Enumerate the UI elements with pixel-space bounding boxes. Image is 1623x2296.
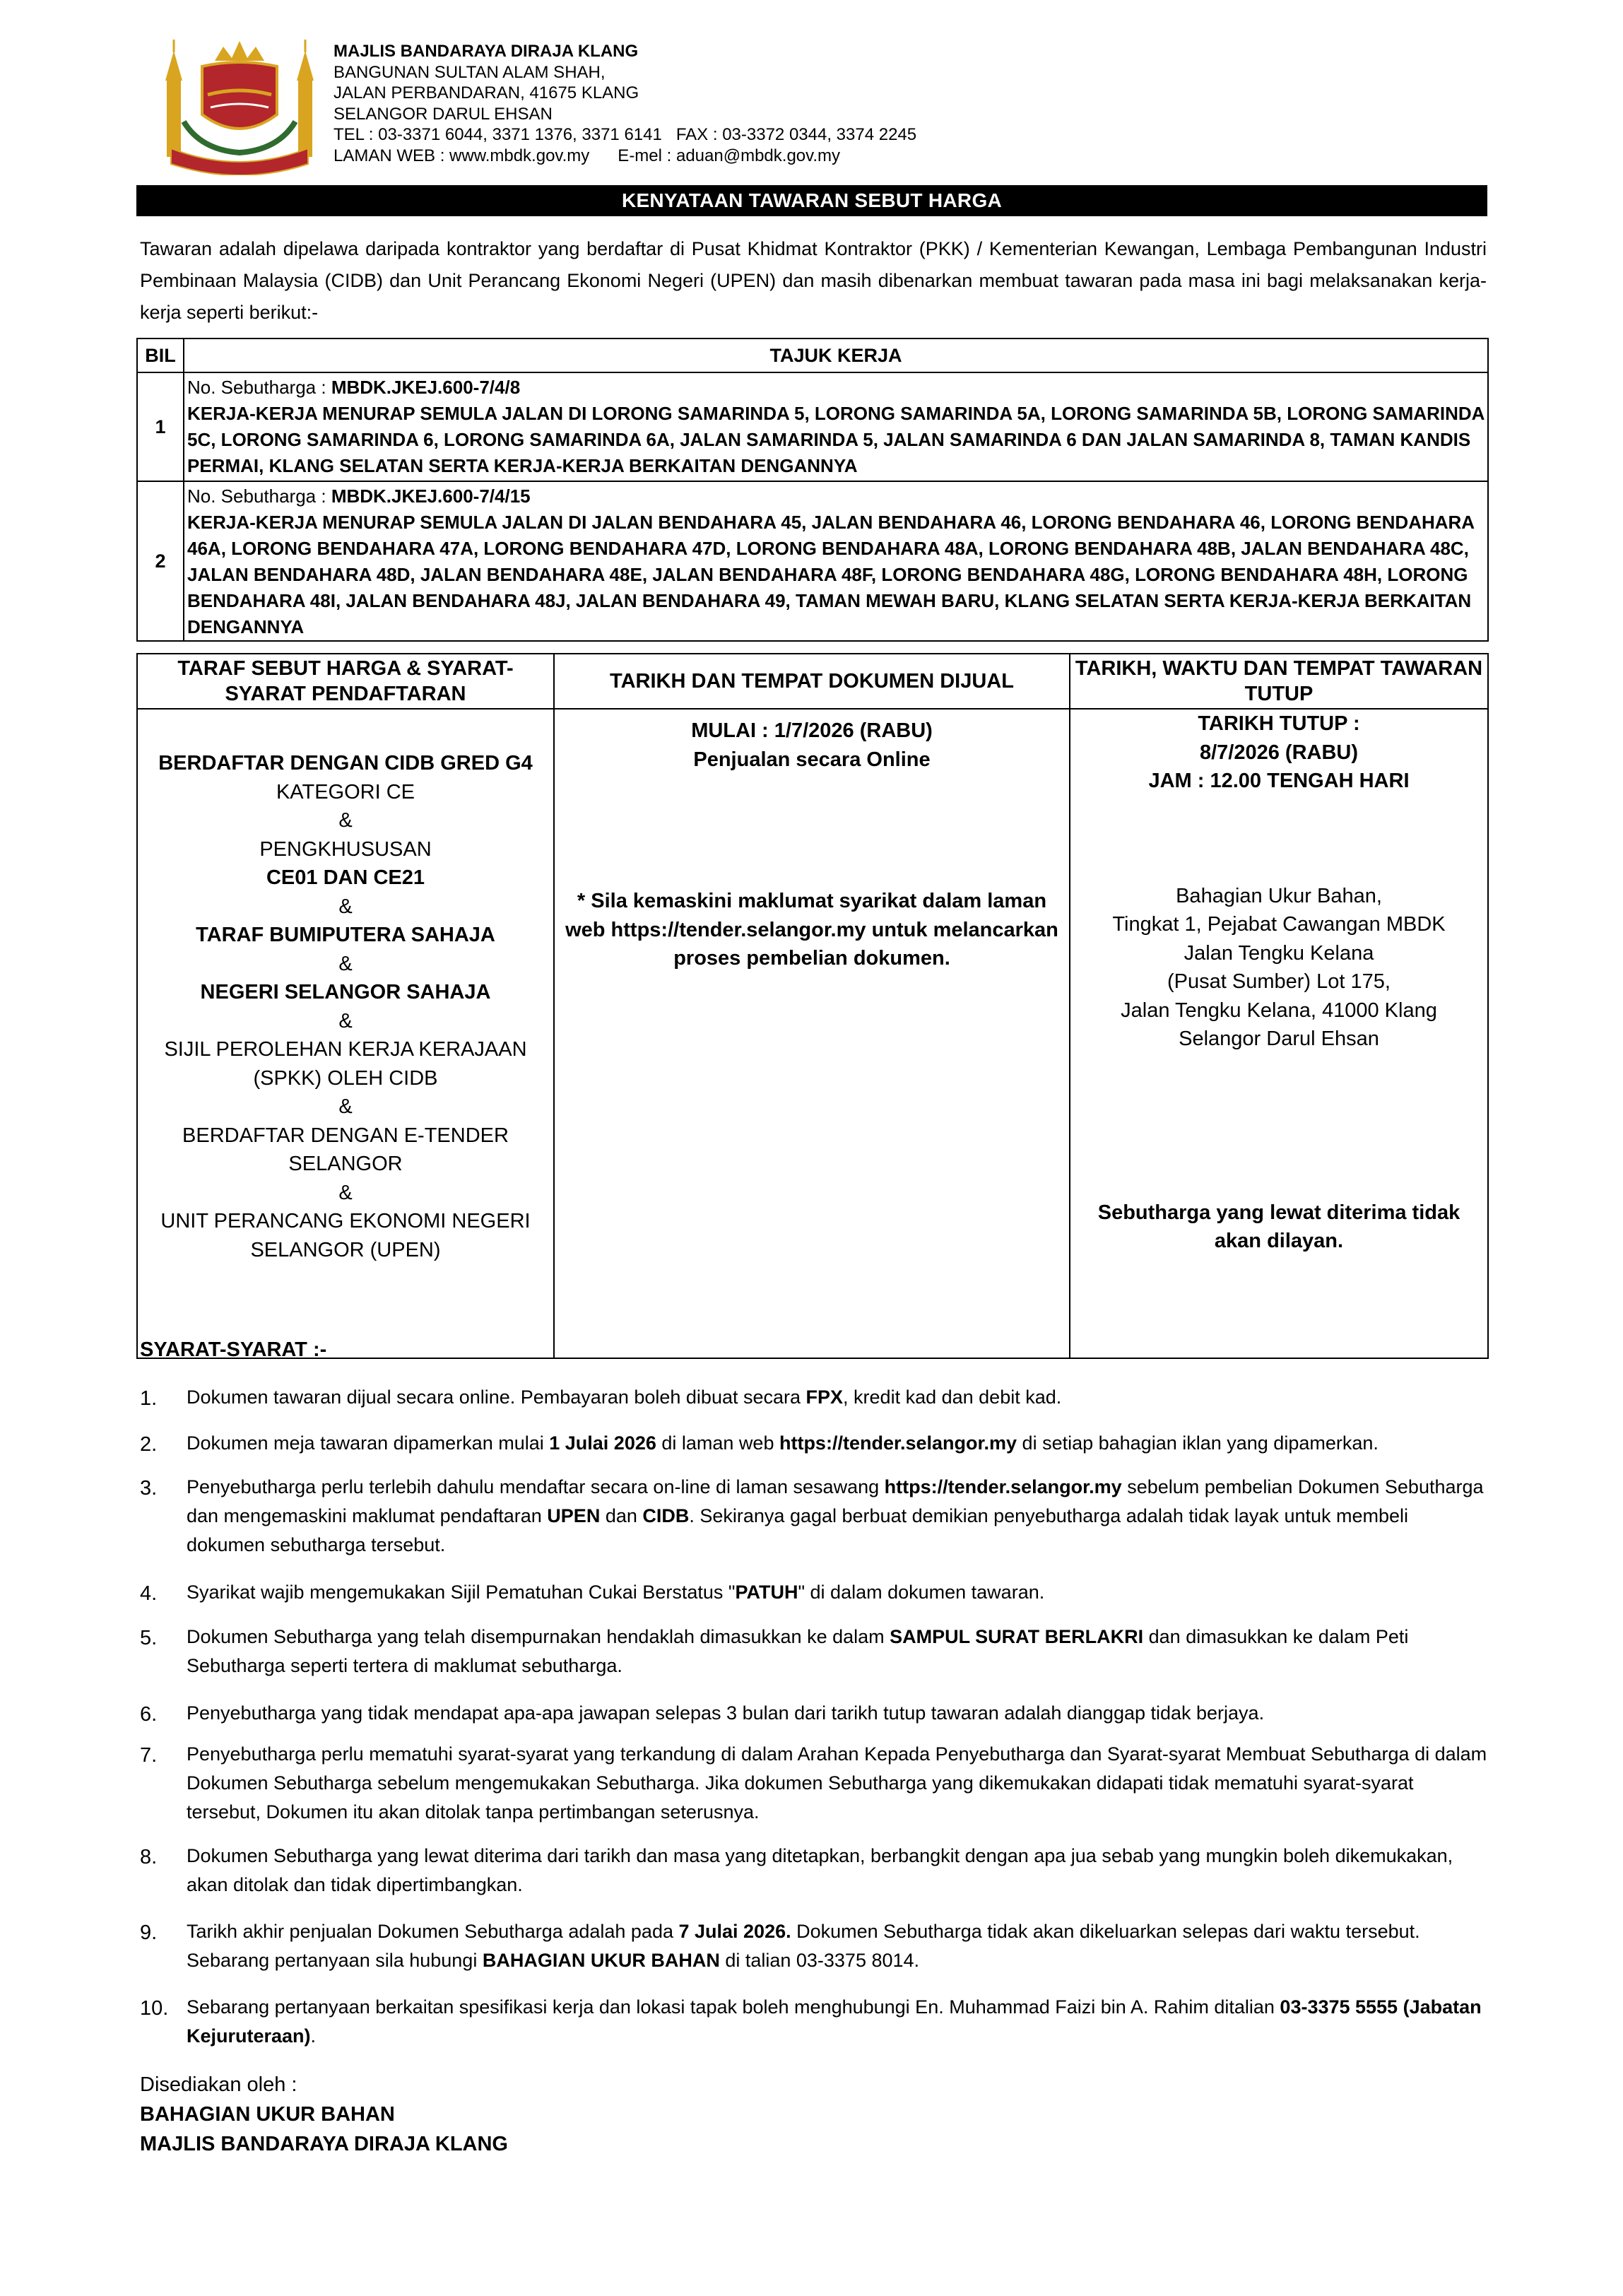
req-upen: UNIT PERANCANG EKONOMI NEGERI: [160, 1210, 531, 1232]
row-number: 2: [137, 481, 184, 641]
web-email: LAMAN WEB : www.mbdk.gov.my E-mel : aduan@mbdk.gov.my: [334, 146, 841, 165]
condition-text: .: [310, 2025, 317, 2047]
condition-bold: 03-3375 5555: [1280, 1996, 1398, 2018]
condition-item: [140, 1842, 1491, 1900]
ampersand: &: [338, 895, 353, 918]
tel-fax: TEL : 03-3371 6044, 3371 1376, 3371 6141 FAX : 03-3372 0344, 3374 2245: [334, 125, 917, 144]
condition-text: Dokumen Sebutharga tidak akan dikeluarkan selepas dari waktu tersebut. Sebarang pertanyaan sila hubungi: [187, 1921, 1420, 1971]
req-specialization: CE01 DAN CE21: [266, 866, 425, 889]
table-row: [137, 481, 1488, 641]
condition-text: " di dalam dokumen tawaran.: [798, 1582, 1045, 1603]
req-spkk-2: (SPKK) OLEH CIDB: [253, 1066, 438, 1090]
address-line: SELANGOR DARUL EHSAN: [334, 104, 553, 124]
submission-address: Jalan Tengku Kelana, 41000 Klang: [1121, 999, 1437, 1022]
sale-note: * Sila kemaskini maklumat syarikat dalam laman web https://tender.selangor.my untuk melancarkan proses pembelian dokumen.: [565, 890, 1058, 970]
condition-link: https://tender.selangor.my: [884, 1476, 1122, 1497]
condition-text: . Sekiranya gagal berbuat demikian penyebutharga adalah tidak layak untuk membeli dokumen sebutharga tersebut.: [187, 1505, 1409, 1555]
late-notice: Sebutharga yang lewat diterima tidak akan dilayan.: [1097, 1201, 1460, 1252]
req-etender-2: SELANGOR: [288, 1153, 403, 1175]
row-number: 1: [137, 372, 184, 481]
table-header-row: [137, 654, 1488, 709]
address-line: JALAN PERBANDARAN, 41675 KLANG: [334, 83, 639, 102]
condition-item: [140, 1383, 1491, 1412]
condition-number: 6.: [140, 1703, 158, 1726]
sale-start-date: MULAI : 1/7/2026 (RABU): [691, 719, 933, 742]
condition-link: https://tender.selangor.my: [779, 1432, 1017, 1454]
ampersand: &: [338, 1095, 353, 1118]
req-upen-2: SELANGOR (UPEN): [250, 1238, 441, 1261]
ref-label: No. Sebutharga :: [187, 485, 331, 507]
submission-address: Selangor Darul Ehsan: [1179, 1028, 1379, 1050]
closing-details: [1070, 709, 1488, 1358]
condition-bold: CIDB: [642, 1505, 690, 1526]
table-header-row: [137, 338, 1488, 372]
col-title-header: TAJUK KERJA: [184, 338, 1488, 372]
registration-header: TARAF SEBUT HARGA & SYARAT-SYARAT PENDAFTARAN: [137, 654, 554, 709]
condition-text: [1398, 1996, 1403, 2018]
condition-bold: 7 Julai 2026.: [678, 1921, 791, 1942]
condition-item: [140, 1993, 1491, 2051]
sale-header: TARIKH DAN TEMPAT DOKUMEN DIJUAL: [554, 654, 1070, 709]
table-row: [137, 372, 1488, 481]
condition-text: dan: [600, 1505, 643, 1526]
condition-text: di laman web: [656, 1432, 779, 1454]
condition-number: 4.: [140, 1582, 158, 1605]
work-title: KERJA-KERJA MENURAP SEMULA JALAN DI LORONG SAMARINDA 5, LORONG SAMARINDA 5A, LORONG SAMARINDA 5B, LORONG SAMARINDA 5C, LORONG SAMARINDA 6, LORONG SAMARINDA 6A, JALAN SAMARINDA 5, JALAN SAMARINDA 6 DAN JALAN SAMARINDA 8, TAMAN KANDIS PERMAI, KLANG SELATAN SERTA KERJA-KERJA BERKAITAN DENGANNYA: [187, 403, 1485, 476]
closing-header: TARIKH, WAKTU DAN TEMPAT TAWARAN TUTUP: [1070, 654, 1488, 709]
condition-number: 3.: [140, 1477, 158, 1500]
address-line: BANGUNAN SULTAN ALAM SHAH,: [334, 62, 606, 82]
condition-text: di setiap bahagian iklan yang dipamerkan.: [1017, 1432, 1379, 1454]
req-spkk: SIJIL PEROLEHAN KERJA KERAJAAN: [164, 1038, 527, 1061]
condition-item: [140, 1740, 1491, 1827]
condition-number: 2.: [140, 1433, 158, 1456]
condition-bold: FPX: [805, 1387, 844, 1408]
req-etender: BERDAFTAR DENGAN E-TENDER: [182, 1124, 509, 1147]
condition-text: sebelum pembelian Dokumen Sebutharga dan mengemaskini maklumat pendaftaran: [187, 1476, 1484, 1526]
condition-number: 10.: [140, 1997, 169, 2020]
condition-text: Syarikat wajib mengemukakan Sijil Pematuhan Cukai Berstatus ": [187, 1582, 736, 1603]
condition-bold: SAMPUL SURAT BERLAKRI: [890, 1626, 1144, 1647]
condition-bold: 1 Julai 2026: [549, 1432, 656, 1454]
terms-table: [136, 653, 1489, 1359]
req-specialization-label: PENGKHUSUSAN: [259, 837, 432, 861]
registration-requirements: [137, 709, 554, 1358]
work-item: [184, 481, 1488, 641]
letterhead: [334, 41, 916, 166]
ampersand: &: [338, 809, 353, 832]
close-label: TARIKH TUTUP :: [1198, 712, 1360, 735]
condition-bold: (Jabatan Kejuruteraan): [187, 1996, 1482, 2047]
req-selangor: NEGERI SELANGOR SAHAJA: [200, 981, 491, 1003]
condition-item: [140, 1429, 1491, 1458]
condition-item: [140, 1699, 1491, 1728]
condition-text: Dokumen Sebutharga yang telah disempurnakan hendaklah dimasukkan ke dalam: [187, 1626, 890, 1647]
req-cidb: BERDAFTAR DENGAN CIDB GRED G4: [158, 752, 533, 775]
intro-paragraph: Tawaran adalah dipelawa daripada kontraktor yang berdaftar di Pusat Khidmat Kontraktor (PKK) / Kementerian Kewangan, Lembaga Pembangunan Industri Pembinaan Malaysia (CIDB) dan Unit Perancang Ekonomi Negeri (UPEN) dan masih dibenarkan membuat tawaran pada masa ini bagi melaksanakan kerja-kerja seperti berikut:-: [140, 238, 1487, 323]
close-time: JAM : 12.00 TENGAH HARI: [1148, 770, 1410, 792]
table-row: [137, 709, 1488, 1358]
condition-text: , kredit kad dan debit kad.: [843, 1387, 1062, 1408]
condition-number: 8.: [140, 1846, 158, 1868]
works-table: [136, 338, 1489, 642]
condition-item: [140, 1917, 1491, 1975]
condition-text: Dokumen meja tawaran dipamerkan mulai: [187, 1432, 550, 1454]
submission-address: Bahagian Ukur Bahan,: [1176, 884, 1382, 907]
sale-method: Penjualan secara Online: [693, 748, 931, 771]
condition-item: [140, 1623, 1491, 1680]
condition-number: 9.: [140, 1921, 158, 1944]
document-title: KENYATAAN TAWARAN SEBUT HARGA: [136, 185, 1487, 216]
ref-label: No. Sebutharga :: [187, 377, 331, 398]
work-item: [184, 372, 1488, 481]
condition-text: Dokumen Sebutharga yang lewat diterima dari tarikh dan masa yang ditetapkan, berbangkit dengan apa jua sebab yang mungkin boleh dikemukakan, akan ditolak dan tidak dipertimbangkan.: [187, 1845, 1453, 1895]
condition-text: Tarikh akhir penjualan Dokumen Sebutharga adalah pada: [187, 1921, 679, 1942]
condition-text: Penyebutharga perlu terlebih dahulu mendaftar secara on-line di laman sesawang: [187, 1476, 885, 1497]
condition-text: di talian 03-3375 8014.: [719, 1950, 920, 1971]
col-bil-header: BIL: [137, 338, 184, 372]
sale-details: [554, 709, 1070, 1358]
condition-item: [140, 1578, 1491, 1607]
condition-text: Penyebutharga yang tidak mendapat apa-apa jawapan selepas 3 bulan dari tarikh tutup tawaran adalah dianggap tidak berjaya.: [187, 1702, 1265, 1724]
prepared-dept: BAHAGIAN UKUR BAHAN: [140, 2103, 395, 2126]
condition-item: [140, 1473, 1491, 1560]
ref-number: MBDK.JKEJ.600-7/4/15: [331, 485, 531, 507]
prepared-label: Disediakan oleh :: [140, 2073, 297, 2096]
submission-address: (Pusat Sumber) Lot 175,: [1167, 970, 1391, 993]
ampersand: &: [338, 952, 353, 975]
prepared-org: MAJLIS BANDARAYA DIRAJA KLANG: [140, 2133, 508, 2155]
condition-number: 5.: [140, 1627, 158, 1649]
req-category: KATEGORI CE: [276, 780, 415, 803]
ampersand: &: [338, 1009, 353, 1032]
ampersand: &: [338, 1181, 353, 1204]
condition-number: 7.: [140, 1744, 158, 1767]
condition-bold: UPEN: [547, 1505, 601, 1526]
condition-text: Dokumen tawaran dijual secara online. Pembayaran boleh dibuat secara: [187, 1387, 806, 1408]
condition-bold: PATUH: [735, 1582, 798, 1603]
work-title: KERJA-KERJA MENURAP SEMULA JALAN DI JALAN BENDAHARA 45, JALAN BENDAHARA 46, LORONG BENDAHARA 46, LORONG BENDAHARA 46A, LORONG BENDAHARA 47A, LORONG BENDAHARA 47D, LORONG BENDAHARA 48A, LORONG BENDAHARA 48B, JALAN BENDAHARA 48C, JALAN BENDAHARA 48D, JALAN BENDAHARA 48E, JALAN BENDAHARA 48F, LORONG BENDAHARA 48G, LORONG BENDAHARA 48H, LORONG BENDAHARA 48I, JALAN BENDAHARA 48J, JALAN BENDAHARA 49, TAMAN MEWAH BARU, KLANG SELATAN SERTA KERJA-KERJA BERKAITAN DENGANNYA: [187, 512, 1475, 637]
condition-number: 1.: [140, 1387, 158, 1410]
close-date: 8/7/2026 (RABU): [1199, 741, 1359, 764]
conditions-title: SYARAT-SYARAT :-: [140, 1338, 327, 1361]
condition-text: Sebarang pertanyaan berkaitan spesifikasi kerja dan lokasi tapak boleh menghubungi En. Muhammad Faizi bin A. Rahim ditalian: [187, 1996, 1280, 2018]
submission-address: Jalan Tengku Kelana: [1184, 941, 1374, 965]
prepared-by: [140, 2070, 508, 2159]
submission-address: Tingkat 1, Pejabat Cawangan MBDK: [1112, 913, 1446, 936]
req-bumiputera: TARAF BUMIPUTERA SAHAJA: [196, 924, 495, 946]
condition-text: Penyebutharga perlu mematuhi syarat-syarat yang terkandung di dalam Arahan Kepada Penyebutharga dan Syarat-syarat Membuat Sebutharga di dalam Dokumen Sebutharga sebelum mengemukakan Sebutharga. Jika dokumen Sebutharga yang dikemukakan didapati tidak mematuhi syarat-syarat tersebut, Dokumen itu akan ditolak tanpa pertimbangan seterusnya.: [187, 1743, 1487, 1823]
condition-text: dan dimasukkan ke dalam Peti Sebutharga seperti tertera di maklumat sebutharga.: [187, 1626, 1409, 1676]
ref-number: MBDK.JKEJ.600-7/4/8: [331, 377, 521, 398]
condition-bold: BAHAGIAN UKUR BAHAN: [482, 1950, 720, 1971]
org-name: MAJLIS BANDARAYA DIRAJA KLANG: [334, 42, 639, 61]
council-crest-logo: [158, 37, 335, 175]
